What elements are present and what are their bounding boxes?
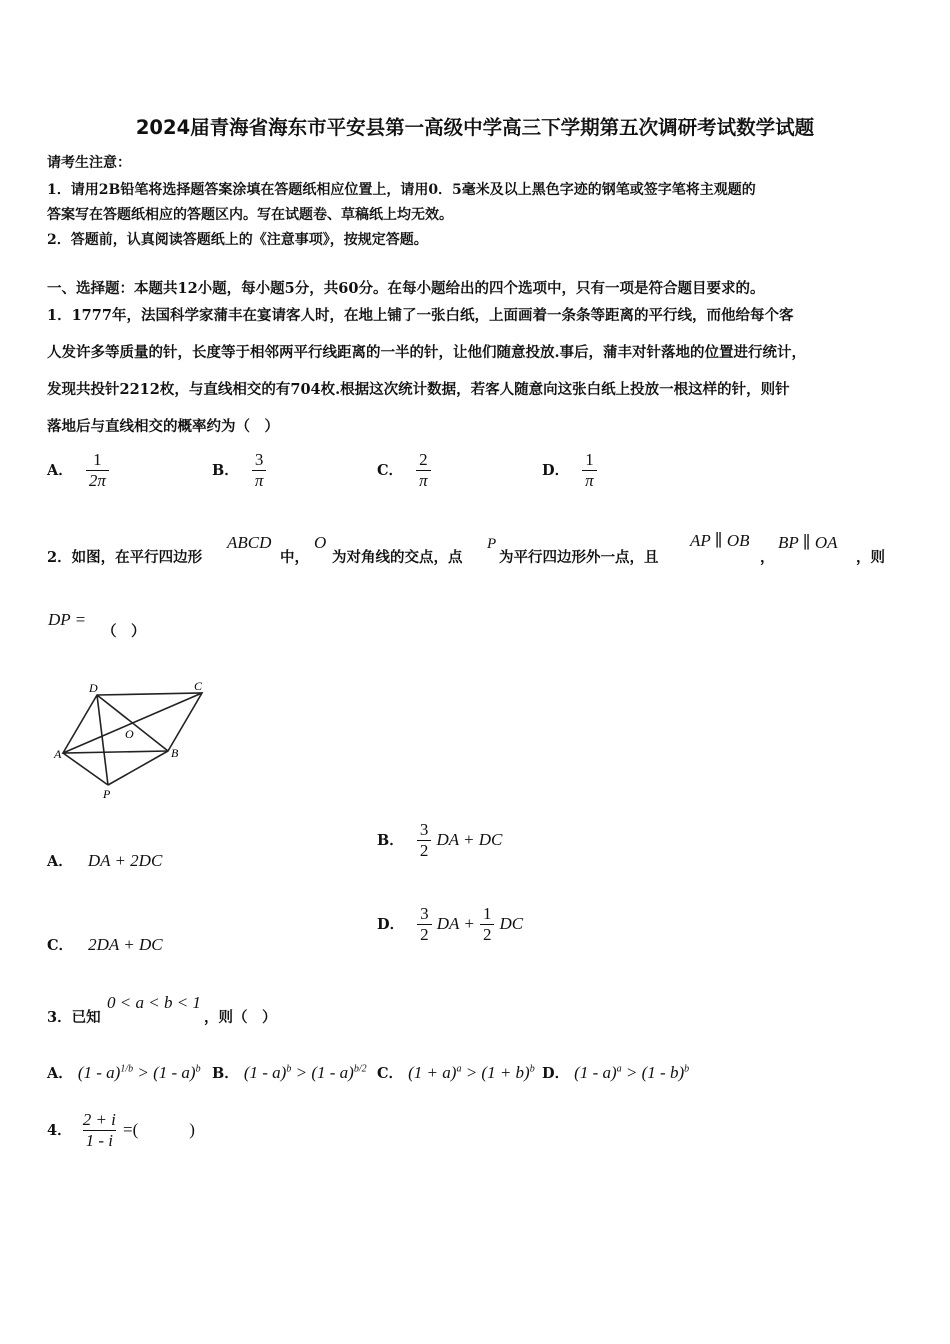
math-expr: =( ) — [122, 1120, 195, 1139]
option-d[interactable] — [377, 904, 523, 945]
option-label: B． — [377, 832, 404, 849]
exponent: 1/b — [120, 1063, 134, 1075]
math-expr: (1 - a) — [77, 1063, 121, 1082]
question-2-text: （ ） — [102, 623, 146, 640]
math-expr: BP ∥ OA — [778, 533, 838, 552]
option-d[interactable] — [542, 450, 597, 491]
option-label: A． — [47, 1065, 73, 1082]
fraction: $\frac{1}{\pi}$ — [582, 450, 597, 491]
math-expr: DA + DC — [436, 830, 503, 849]
figure-label-b: B — [171, 746, 179, 760]
option-label: D． — [542, 462, 570, 479]
option-label: D． — [377, 916, 405, 933]
option-a[interactable] — [47, 850, 162, 871]
option-a[interactable] — [47, 450, 109, 491]
math-expr: ABCD — [227, 533, 272, 552]
option-label: B． — [212, 462, 239, 479]
option-label: A． — [47, 462, 73, 479]
option-label: D． — [542, 1065, 570, 1082]
figure-label-d: D — [89, 681, 98, 695]
page-title: 2024届青海省海东市平安县第一高级中学高三下学期第五次调研考试数学试题 — [135, 116, 815, 139]
fraction: $\frac{3}{2}$ — [417, 820, 432, 861]
math-expr: DA + — [436, 914, 475, 933]
math-expr: 0 < a < b < 1 — [107, 993, 201, 1012]
fraction: $\frac{2}{\pi}$ — [416, 450, 431, 491]
option-b[interactable] — [212, 450, 266, 491]
option-b[interactable] — [212, 1062, 367, 1083]
math-expr: (1 - a) — [574, 1063, 617, 1082]
question-2-text: 中， — [280, 549, 309, 566]
parallelogram-figure — [50, 675, 220, 800]
question-3-text: ，则（ ） — [204, 1009, 277, 1026]
math-expr: > (1 - a) — [133, 1063, 196, 1082]
option-label: B． — [212, 1065, 239, 1082]
exponent: b — [286, 1063, 292, 1075]
question-4 — [47, 1110, 195, 1151]
exponent: b — [529, 1063, 535, 1075]
notice-line: 答案写在答题纸相应的答题区内。写在试题卷、草稿纸上均无效。 — [47, 207, 453, 223]
notice-heading: 请考生注意： — [47, 155, 131, 171]
math-expr: (1 + a) — [408, 1063, 457, 1082]
notice-line: 1．请用2B铅笔将选择题答案涂填在答题纸相应位置上，请用0．5毫米及以上黑色字迹的钢笔或签字笔将主观题的 — [47, 182, 756, 198]
question-3-text: 3．已知 — [47, 1009, 101, 1026]
math-expr: (1 - a) — [243, 1063, 287, 1082]
fraction: $\frac{1}{2}$ — [480, 904, 495, 945]
figure-label-o: O — [125, 727, 134, 741]
exponent: a — [456, 1063, 462, 1075]
figure-label-a: A — [54, 747, 62, 761]
notice-line: 2．答题前，认真阅读答题纸上的《注意事项》，按规定答题。 — [47, 232, 428, 248]
exponent: a — [616, 1063, 622, 1075]
math-expr: DC — [499, 914, 524, 933]
fraction: $\frac{2 + i}{1 - i}$ — [82, 1110, 116, 1150]
math-expr: DP = — [48, 610, 87, 629]
question-2-text: 为对角线的交点，点 — [332, 549, 463, 566]
option-label: C． — [47, 937, 74, 954]
figure-label-p: P — [103, 787, 111, 800]
exponent: b — [684, 1063, 690, 1075]
option-label: A． — [47, 853, 73, 870]
question-1-text: 1．1777年，法国科学家蒲丰在宴请客人时，在地上铺了一张白纸，上面画着一条条等距离的平行线，而他给每个客 — [47, 307, 794, 324]
option-d[interactable] — [542, 1062, 689, 1083]
math-expr: 2DA + DC — [88, 935, 163, 954]
math-expr: > (1 - b) — [621, 1063, 685, 1082]
math-expr: P — [487, 536, 497, 552]
question-number: 4． — [47, 1122, 72, 1139]
question-2-text: 为平行四边形外一点，且 — [499, 549, 659, 566]
math-expr: O — [314, 533, 327, 552]
option-c[interactable] — [377, 450, 431, 491]
exponent: b/2 — [353, 1063, 367, 1075]
exponent: b — [195, 1063, 201, 1075]
option-a[interactable] — [47, 1062, 201, 1083]
figure-label-c: C — [194, 679, 203, 693]
question-2-text: ， — [760, 549, 775, 566]
fraction: $\frac{3}{2}$ — [417, 904, 432, 945]
option-c[interactable] — [377, 1062, 535, 1083]
section-heading: 一、选择题：本题共12小题，每小题5分，共60分。在每小题给出的四个选项中，只有一项是符合题目要求的。 — [47, 280, 765, 297]
option-c[interactable] — [47, 934, 163, 955]
option-label: C． — [377, 1065, 404, 1082]
fraction: $\frac{3}{\pi}$ — [252, 450, 267, 491]
math-expr: DA + 2DC — [87, 851, 163, 870]
question-2-text: 2．如图，在平行四边形 — [47, 549, 203, 566]
math-expr: AP ∥ OB — [690, 531, 750, 550]
math-expr: > (1 + b) — [461, 1063, 530, 1082]
option-label: C． — [377, 462, 404, 479]
question-2-text: ，则 — [856, 549, 885, 566]
option-b[interactable] — [377, 820, 502, 861]
question-1-text: 落地后与直线相交的概率约为（ ） — [47, 418, 279, 435]
math-expr: > (1 - a) — [291, 1063, 354, 1082]
question-1-text: 发现共投针2212枚，与直线相交的有704枚.根据这次统计数据，若客人随意向这张白纸上投放一根这样的针，则针 — [47, 381, 790, 398]
question-1-text: 人发许多等质量的针，长度等于相邻两平行线距离的一半的针，让他们随意投放.事后，蒲丰对针落地的位置进行统计， — [47, 344, 807, 361]
fraction: $\frac{1}{2\pi}$ — [86, 450, 109, 491]
